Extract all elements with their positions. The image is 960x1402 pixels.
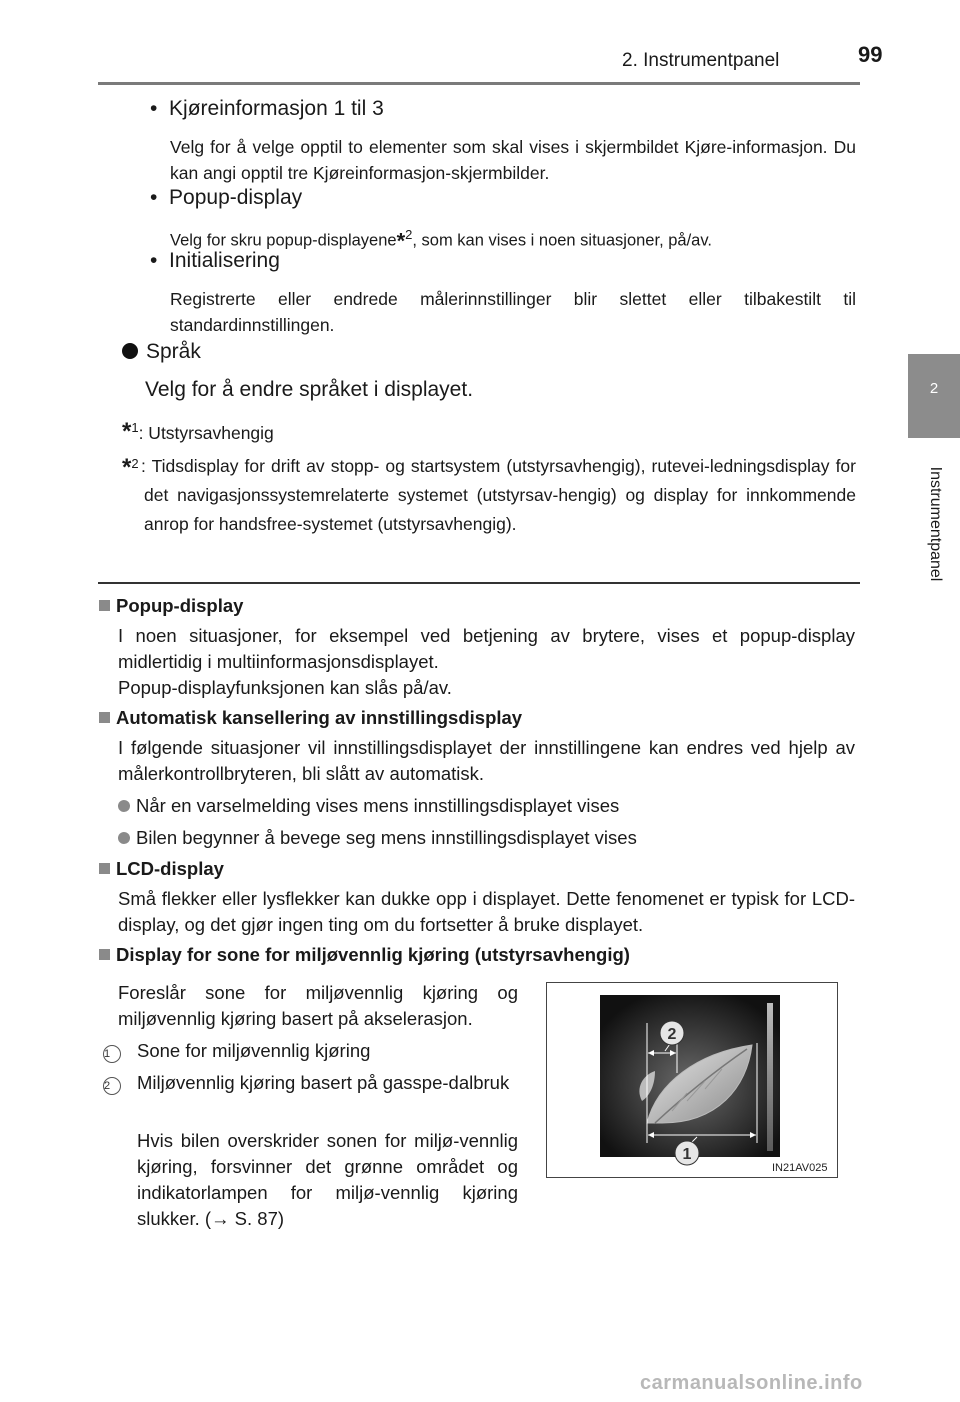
bullet-desc: Registrerte eller endrede målerinnstillinger blir slettet eller tilbakestilt til standardinnstillingen.	[170, 289, 856, 335]
callout-2: 2	[667, 1026, 677, 1043]
footnote-text	[141, 452, 856, 539]
desc-text: Velg for skru popup-displayene	[170, 231, 397, 250]
section-popup-heading	[99, 595, 243, 617]
note-text: Hvis bilen overskrider sonen for miljø-vennlig kjøring, forsvinner det grønne området og indikatorlampen for miljø-vennlig kjøring slukker. (	[137, 1130, 518, 1229]
item-text: Sone for miljøvennlig kjøring	[137, 1040, 371, 1061]
footnote-sup: 2	[131, 456, 139, 471]
square-bullet-icon	[99, 600, 110, 611]
footnote-mark: *	[122, 453, 132, 481]
section-title: Automatisk kansellering av innstillingsdisplay	[116, 707, 523, 728]
bullet-item-1	[150, 97, 384, 121]
square-bullet-icon	[99, 949, 110, 960]
square-bullet-icon	[99, 712, 110, 723]
section-eco-heading	[99, 944, 630, 966]
sprak-body: Velg for å endre språket i displayet.	[145, 378, 474, 401]
section-auto-heading	[99, 707, 522, 729]
item-text: Miljøvennlig kjøring basert på gasspe-dalbruk	[137, 1072, 510, 1093]
bullet-dot-icon	[118, 832, 130, 844]
footnote-1	[122, 413, 274, 448]
footnote-mark: *	[396, 228, 406, 254]
eco-note	[137, 1128, 518, 1232]
callout-number-icon: 2	[103, 1077, 121, 1095]
sprak-title: Språk	[146, 340, 201, 363]
footnote-sup: 2	[405, 227, 413, 242]
bullet-title: Kjøreinformasjon 1 til 3	[169, 97, 384, 120]
bullet-desc: Velg for å velge opptil to elementer som skal vises i skjermbildet Kjøre-informasjon. Du kan angi opptil tre Kjøreinformasjon-skjermbilder.	[170, 137, 856, 183]
eco-item-2	[103, 1070, 518, 1096]
bullet-glyph: •	[150, 249, 170, 272]
item-text: Bilen begynner å bevege seg mens innstillingsdisplayet vises	[136, 827, 637, 848]
side-tab-number: 2	[929, 380, 939, 397]
footnote-sup: 1	[131, 420, 139, 435]
bullet-title: Popup-display	[169, 186, 303, 209]
desc-text: , som kan vises i noen situasjoner, på/av.	[412, 231, 712, 250]
page-number: 99	[858, 42, 883, 67]
bullet-glyph: •	[150, 97, 170, 120]
item-text: Når en varselmelding vises mens innstillingsdisplayet vises	[136, 795, 620, 816]
section-title: Popup-display	[116, 595, 244, 616]
watermark-logo: carmanualsonline.info	[640, 1372, 863, 1394]
section-divider	[98, 582, 860, 584]
chapter-title: 2. Instrumentpanel	[622, 50, 780, 71]
callout-1: 1	[682, 1146, 692, 1163]
section-lcd-body: Små flekker eller lysflekker kan dukke opp i displayet. Dette fenomenet er typisk for LCD-display, og det gjør ingen ting om du fortsetter å bruke displayet.	[118, 888, 855, 935]
arrow-right-icon: →	[211, 1208, 230, 1229]
section-popup-body2: Popup-displayfunksjonen kan slås på/av.	[118, 677, 452, 698]
sprak-heading	[122, 340, 201, 364]
section-lcd-heading	[99, 858, 224, 880]
eco-item-1	[103, 1038, 518, 1064]
bullet-dot-icon	[122, 343, 138, 359]
section-auto-body: I følgende situasjoner vil innstillingsdisplayet der innstillingene kan endres ved hjelp av målerkontrollbryteren, bli slått av automatisk.	[118, 737, 855, 784]
footnote-text: : Utstyrsavhengig	[138, 422, 274, 443]
bullet-glyph: •	[150, 186, 170, 209]
bullet-title: Initialisering	[169, 249, 280, 272]
footnote-mark: *	[122, 417, 132, 445]
callout-number-icon: 1	[103, 1045, 121, 1063]
bullet-item-2	[150, 186, 302, 210]
header-rule	[98, 82, 860, 85]
section-title: Display for sone for miljøvennlig kjøring (utstyrsavhengig)	[116, 944, 630, 965]
figure-code: IN21AV025	[772, 1162, 828, 1174]
bullet-item-3	[150, 249, 280, 273]
section-title: LCD-display	[116, 858, 224, 879]
auto-item-2	[118, 825, 855, 851]
bullet-dot-icon	[118, 800, 130, 812]
square-bullet-icon	[99, 863, 110, 874]
footnote-text-content: : Tidsdisplay for drift av stopp- og startsystem (utstyrsavhengig), rutevei-ledningsdisplay for det navigasjonssystemrelaterte systemet (utstyrsav-hengig) og display for innkommende anrop for handsfree-systemet (utstyrsavhengig).	[141, 456, 856, 534]
eco-display-figure	[546, 982, 838, 1178]
section-popup-body: I noen situasjoner, for eksempel ved betjening av brytere, vises et popup-display midlertidig i multiinformasjonsdisplayet.	[118, 625, 855, 672]
side-tab-label: Instrumentpanel	[927, 466, 944, 582]
note-text: S. 87)	[229, 1208, 285, 1229]
eco-leaf-illustration	[547, 983, 837, 1177]
footnote-mark-wrap	[122, 449, 139, 484]
section-eco-intro: Foreslår sone for miljøvennlig kjøring og miljøvennlig kjøring basert på akselerasjon.	[118, 982, 518, 1029]
auto-item-1	[118, 793, 855, 819]
